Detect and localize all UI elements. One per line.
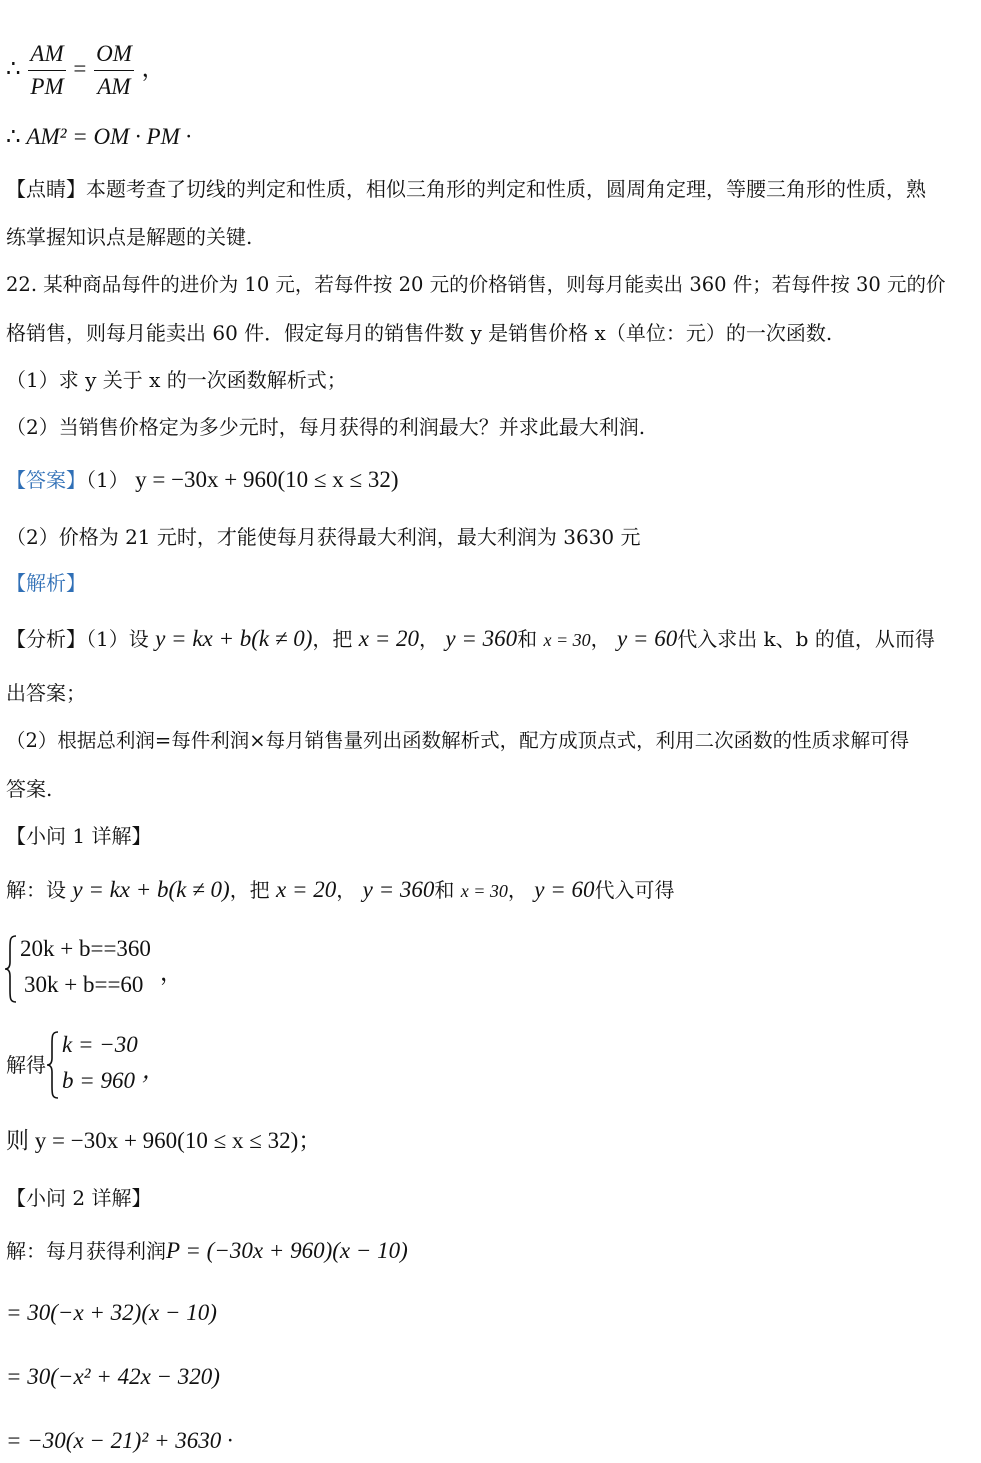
comment-text: 本题考查了切线的判定和性质，相似三角形的判定和性质，圆周角定理，等腰三角形的性质，熟 (86, 177, 926, 201)
answer-part1-label: （1） (86, 468, 129, 492)
y-equals-60: y = 60 (534, 877, 595, 902)
analysis-text: 代入求出 k、b 的值，从而得 (677, 627, 935, 651)
y-equals-360: y = 360 (445, 626, 518, 651)
sub1-line-1 (6, 877, 674, 904)
analysis-tag: 【分析】 (6, 627, 86, 651)
fraction-om-am (94, 40, 134, 101)
sub1-result: 则 y = −30x + 960(10 ≤ x ≤ 32)； (6, 1128, 322, 1153)
x-equals-20: x = 20 (276, 877, 337, 902)
comment-line-2: 练掌握知识点是解题的关键. (6, 225, 253, 249)
sub2-text: 解：每月获得利润 (6, 1239, 166, 1263)
analysis-text: 和 (517, 627, 538, 651)
system-equation-1: 20k + b==360 (20, 936, 151, 961)
solve-label: 解得 (6, 1053, 46, 1077)
question-part-2: （2）当销售价格定为多少元时，每月获得的利润最大？并求此最大利润. (6, 415, 646, 439)
sub1-text: ，把 (229, 878, 270, 902)
sub1-heading: 【小问 1 详解】 (6, 824, 152, 848)
solution-brace-icon (46, 1030, 60, 1100)
analysis-line-4: 答案. (6, 777, 53, 801)
answer-tag: 【答案】 (6, 468, 86, 492)
solution-k: k = −30 (62, 1032, 138, 1057)
equation-am-squared: AM² = OM · PM · (26, 124, 192, 149)
question-line-2: 格销售，则每月能卖出 60 件．假定每月的销售件数 y 是销售价格 x（单位：元）的一次函数. (6, 321, 833, 345)
sub2-line-4: = −30(x − 21)² + 3630 · (6, 1428, 233, 1453)
comment-line-1 (6, 176, 926, 202)
sub2-line-2: = 30(−x + 32)(x − 10) (6, 1300, 217, 1325)
analysis-line-1 (6, 626, 935, 653)
sub1-text: 代入可得 (594, 878, 675, 902)
question-line-1: 22. 某种商品每件的进价为 10 元，若每件按 20 元的价格销售，则每月能卖出 360 件；若每件按 30 元的价 (6, 273, 946, 296)
solution-comma: ， (142, 1058, 165, 1083)
therefore-symbol: ∴ (6, 124, 21, 149)
y-equals-60: y = 60 (616, 626, 678, 651)
sub1-text: 和 (434, 878, 455, 902)
analysis-line-2: 出答案； (6, 681, 86, 705)
answer-line-2: （2）价格为 21 元时，才能使每月获得最大利润，最大利润为 3630 元 (6, 525, 641, 549)
answer-line-1 (6, 467, 399, 493)
conclusion-fraction-line (6, 40, 165, 101)
sub1-text: ， (336, 878, 357, 902)
comment-tag: 【点睛】 (6, 177, 86, 201)
linear-form-formula: y = kx + b(k ≠ 0) (155, 626, 313, 651)
answer-part1-formula: y = −30x + 960(10 ≤ x ≤ 32) (135, 467, 399, 492)
fraction-numerator: OM (94, 40, 134, 71)
x-equals-30: x = 30 (543, 630, 591, 650)
fraction-numerator: AM (28, 40, 65, 71)
system-brace-icon (4, 934, 18, 1004)
linear-form-formula: y = kx + b(k ≠ 0) (72, 877, 230, 902)
analysis-heading-tag: 【解析】 (6, 571, 86, 595)
analysis-text: ， (590, 627, 611, 651)
system-equation-2: 30k + b==60 (24, 972, 144, 997)
sub2-line-3: = 30(−x² + 42x − 320) (6, 1364, 220, 1389)
fraction-denominator: AM (97, 74, 131, 99)
analysis-line-3: （2）根据总利润=每件利润×每月销售量列出函数解析式，配方成顶点式，利用二次函数的性质求解可得 (6, 729, 910, 752)
sub2-heading: 【小问 2 详解】 (6, 1186, 152, 1210)
y-equals-360: y = 360 (362, 877, 435, 902)
question-part-1: （1）求 y 关于 x 的一次函数解析式； (6, 368, 347, 392)
sub1-text: ， (507, 878, 528, 902)
equals-sign: = (73, 55, 87, 81)
sub1-text: 解：设 (6, 878, 66, 902)
sub2-line-1 (6, 1238, 408, 1264)
profit-formula: P = (−30x + 960)(x − 10) (166, 1238, 408, 1263)
equation-system (20, 936, 320, 1006)
conclusion-equation-line (6, 124, 191, 150)
therefore-symbol: ∴ (6, 55, 21, 81)
system-comma: ， (160, 960, 183, 985)
fraction-am-pm (28, 40, 65, 101)
solution-system (62, 1032, 262, 1102)
x-equals-30: x = 30 (460, 881, 508, 901)
x-equals-20: x = 20 (358, 626, 420, 651)
analysis-text: ， (419, 627, 440, 651)
solution-b: b = 960 (62, 1068, 136, 1093)
analysis-text: ，把 (312, 627, 353, 651)
analysis-text: （1）设 (86, 627, 149, 651)
fraction-denominator: PM (30, 74, 64, 99)
comma: ， (141, 55, 165, 81)
